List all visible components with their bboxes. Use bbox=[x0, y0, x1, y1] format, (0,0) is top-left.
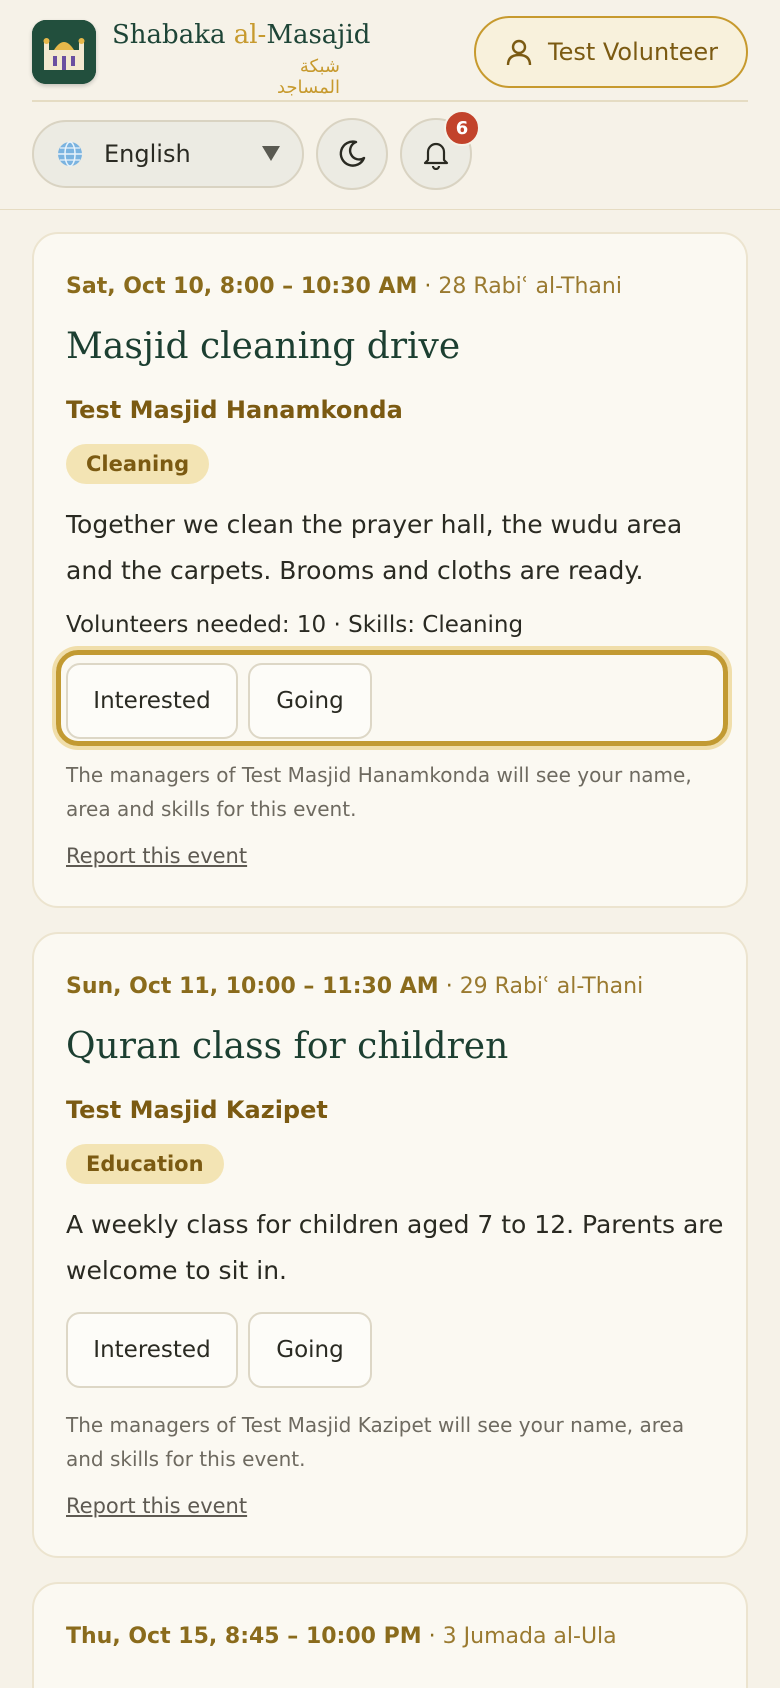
event-date: Sun, Oct 11, 10:00 – 11:30 AM · 29 Rabiʿ al-Thani bbox=[66, 974, 644, 999]
app-header bbox=[0, 0, 780, 210]
brand-name: Shabaka al-Masajid bbox=[112, 20, 371, 50]
privacy-notice: The managers of Test Masjid Hanamkonda will see your name, area and skills for this event. bbox=[66, 763, 692, 821]
event-category-tag: Cleaning bbox=[66, 444, 209, 484]
rsvp-button-group bbox=[56, 1304, 728, 1400]
globe-icon bbox=[56, 140, 84, 168]
privacy-notice: The managers of Test Masjid Kazipet will see your name, area and skills for this event. bbox=[66, 1413, 685, 1471]
bell-icon bbox=[420, 138, 452, 170]
header-divider bbox=[32, 100, 748, 102]
user-icon bbox=[504, 37, 534, 67]
event-description: Together we clean the prayer hall, the wudu area and the carpets. Brooms and cloths are ready. bbox=[66, 510, 683, 585]
event-card bbox=[32, 232, 748, 908]
language-select[interactable] bbox=[32, 120, 304, 188]
theme-toggle-button[interactable] bbox=[316, 118, 388, 190]
event-category-tag: Education bbox=[66, 1144, 224, 1184]
chevron-down-icon bbox=[262, 146, 280, 161]
interested-button[interactable]: Interested bbox=[66, 663, 238, 739]
event-title: Masjid cleaning drive bbox=[66, 326, 461, 367]
language-value: English bbox=[104, 140, 191, 168]
event-date: Thu, Oct 15, 8:45 – 10:00 PM · 3 Jumada al-Ula bbox=[66, 1624, 617, 1649]
going-button[interactable]: Going bbox=[248, 1312, 372, 1388]
event-description: A weekly class for children aged 7 to 12. Parents are welcome to sit in. bbox=[66, 1210, 724, 1285]
brand-name-arabic: شبكة المساجد bbox=[276, 56, 340, 98]
event-card bbox=[32, 1582, 748, 1688]
rsvp-button-group bbox=[56, 650, 728, 746]
notification-count-badge: 6 bbox=[444, 110, 480, 146]
moon-icon bbox=[336, 138, 368, 170]
event-masjid-link[interactable]: Test Masjid Kazipet bbox=[66, 1096, 328, 1124]
event-card bbox=[32, 932, 748, 1558]
user-profile-button[interactable] bbox=[474, 16, 748, 88]
user-name-label: Test Volunteer bbox=[547, 38, 719, 66]
event-date: Sat, Oct 10, 8:00 – 10:30 AM · 28 Rabiʿ al-Thani bbox=[66, 274, 622, 299]
interested-button[interactable]: Interested bbox=[66, 1312, 238, 1388]
mosque-logo-icon[interactable] bbox=[32, 20, 96, 84]
event-masjid-link[interactable]: Test Masjid Hanamkonda bbox=[66, 396, 403, 424]
report-event-link[interactable]: Report this event bbox=[66, 844, 248, 868]
event-needs: Volunteers needed: 10 · Skills: Cleaning bbox=[66, 612, 524, 638]
going-button[interactable]: Going bbox=[248, 663, 372, 739]
report-event-link[interactable]: Report this event bbox=[66, 1494, 248, 1518]
event-title: Quran class for children bbox=[66, 1026, 509, 1067]
